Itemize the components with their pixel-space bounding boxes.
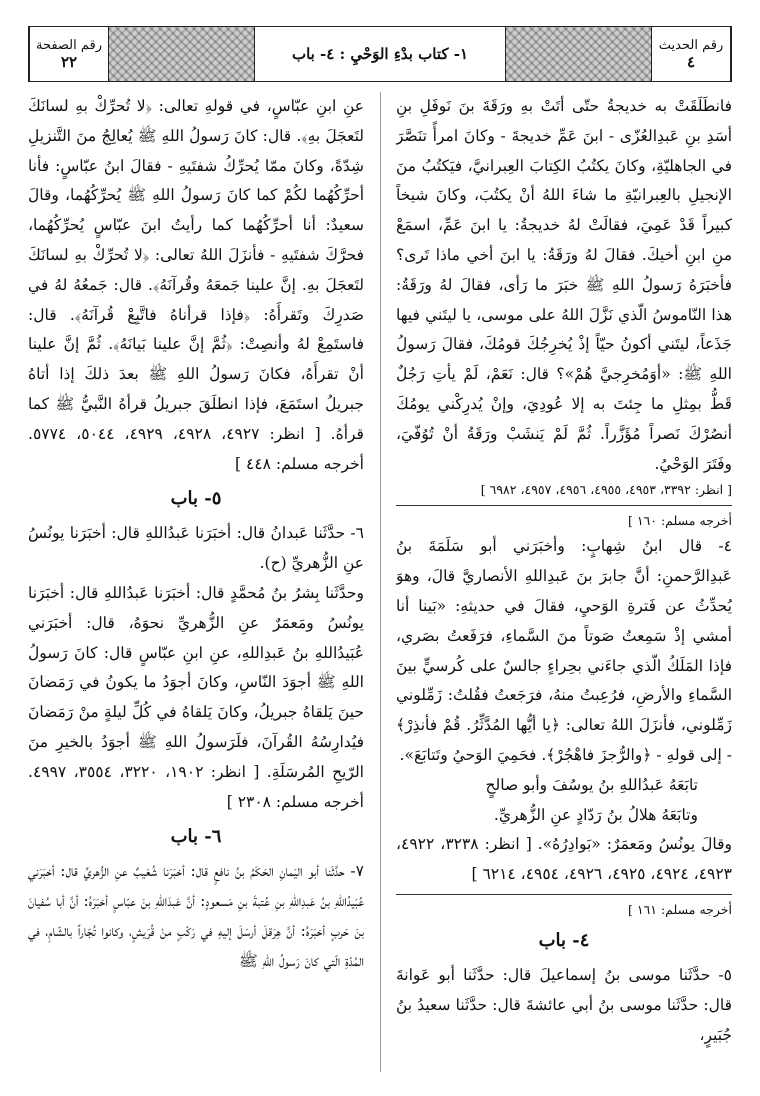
book-chapter-title: ١- كتاب بدْءِ الوَحْيِ : ٤- باب [254, 27, 506, 81]
muslim-reference: أخرجه مسلم: ١٦٠ ] [627, 513, 732, 529]
chapter-heading: ٦- باب [170, 826, 222, 848]
hadith-4-text: ٤- قال ابنُ شِهابٍ: وأخبَرَني أبو سَلَمَةَ بنُ عَبدِالرَّحمنِ: أنَّ جابرَ بنَ عَبدِاللهِ الأنصاريَّ قالَ، وهوَ يُحدِّثُ عن فَترةِ الوَحيِ، فقالَ في حديثهِ: «بَينا أنا أمشي إذْ سَمِعتُ صَوتاً منَ السَّماءِ، فرَفَعتُ بصَري، فإذا المَلَكُ الّذي جاءَني بحِراءٍ جالسٌ على كُرسيٍّ بينَ السَّماءِ والأرضِ، فرُعِبتُ منهُ، فرَجَعتُ فقُلتُ: زَمِّلوني زَمِّلوني، فأنزَلَ اللهُ تعالى: ﴿يا أيُّها المُدَّثِّرُ. قُمْ فأنذِرْ﴾ - إلى قولهِ - ﴿والرُّجزَ فاهْجُرْ﴾. فحَمِيَ الوَحيُ وتَتابَعَ». [396, 537, 732, 764]
chapter-heading: ٤- باب [538, 929, 590, 951]
hadith-number: ٤ [686, 53, 696, 71]
hadith-6-text: ٦- حدَّثَنا عَبدانُ قال: أخبَرَنا عَبدُاللهِ قال: أخبَرَنا يونُسُ عنِ الزُّهريِّ (ح). [28, 524, 364, 573]
header-ornament [109, 27, 254, 81]
hadith-5-continuation: عنِ ابنِ عبّاسٍ، في قولهِ تعالى: ﴿لا تُحرِّكْ بهِ لسانَكَ لتَعجَلَ بهِ﴾. قال: كانَ رَسولُ اللهِ ﷺ يُعالِجُ منَ التَّنزيلِ شِدّةً، وكانَ ممّا يُحرِّكُ شفتَيهِ - فقالَ ابنُ عبّاسٍ: فأنا أحرِّكُهُما لكُمْ كما كانَ رَسولُ اللهِ ﷺ يُحرِّكُهُما، وقالَ سعيدٌ: أنا أحرِّكُهُما كما رأيتُ ابنَ عبّاسٍ يُحرِّكُهُما، فحرَّكَ شفتَيهِ - فأنزَلَ اللهُ تعالى: ﴿لا تُحرِّكْ بهِ لسانَكَ لتَعجَلَ بهِ. إنَّ علينا جَمعَهُ وقُرآنَهُ﴾. قال: جَمعُهُ لهُ في صَدرِكَ وتَقرأَهُ: ﴿فإذا قرأناهُ فاتَّبِعْ قُرآنَهُ﴾. قال: فاستَمِعْ لهُ وأنصِتْ: ﴿ثُمَّ إنَّ علينا بَيانَهُ﴾. ثُمَّ إنَّ علينا أنْ تقرأَهُ، فكانَ رَسولُ اللهِ ﷺ بعدَ ذلكَ إذا أتاهُ جبريلُ استَمَعَ، فإذا انطلَقَ جبريلُ قرأهُ النَّبيُّ ﷺ كما قرأهُ. [ انظر: ٤٩٢٧، ٤٩٢٨، ٤٩٢٩، ٥٠٤٤، ٥٧٧٤. أخرجه مسلم: ٤٤٨ ] [28, 97, 364, 473]
mutabaah-line: تابَعَهُ عَبدُاللهِ بنُ يوسُفَ وأبو صالحٍ [485, 775, 698, 794]
column-divider [380, 92, 381, 1072]
page-number-label: رقم الصفحة [35, 38, 103, 53]
hadith-number-label: رقم الحديث [658, 38, 724, 53]
right-column [396, 92, 732, 1072]
page-header [28, 26, 732, 82]
narration-note: وقالَ يونُسُ ومَعمَرٌ: «بَوادِرُهُ». [ انظر: ٣٢٣٨، ٤٩٢٢، ٤٩٢٣، ٤٩٢٤، ٤٩٢٥، ٤٩٢٦، ٤٩٥٤، ٦٢١٤ ] [396, 835, 732, 884]
hadith-6-second-chain: وحدَّثَنا بِشرُ بنُ مُحمَّدٍ قال: أخبَرَنا عَبدُاللهِ قال: أخبَرَنا يونُسُ ومَعمَرٌ عنِ الزُّهريِّ نحوَهُ، قال: أخبَرَني عُبَيدُاللهِ بنُ عَبدِاللهِ، عنِ ابنِ عبّاسٍ قال: كانَ رَسولُ اللهِ ﷺ أجوَدَ النّاسِ، وكانَ أجوَدُ ما يكونُ في رَمَضانَ حينَ يَلقاهُ جبريلُ، وكانَ يَلقاهُ في كُلِّ ليلةٍ منْ رَمَضانَ فيُدارِسُهُ القُرآنَ، فلَرَسولُ اللهِ ﷺ أجوَدُ بالخيرِ منَ الرّيحِ المُرسَلَةِ. [ انظر: ١٩٠٢، ٣٢٢٠، ٣٥٥٤، ٤٩٩٧. أخرجه مسلم: ٢٣٠٨ ] [28, 583, 364, 811]
page-number-box [29, 27, 109, 81]
chapter-heading: ٥- باب [170, 488, 222, 510]
hadith-3-text: فانطَلَقَتْ به خديجةُ حتّى أتَتْ بهِ ورَقَةَ بنَ نَوفَلِ بنِ أسَدِ بنِ عَبدِالعُزّى - ابنَ عَمِّ خديجةَ - وكانَ امرأً تنَصَّرَ في الجاهليّةِ، وكانَ يكتُبُ الكِتابَ العِبرانيَّ، فيَكتُبُ منَ الإنجيلِ بالعِبرانيّةِ ما شاءَ اللهُ أنْ يكتُبَ، وكانَ شيخاً كبيراً قَدْ عَمِيَ، فقالَتْ لهُ خديجةُ: يا ابنَ عَمِّ، اسمَعْ منِ ابنِ أخيكَ. فقالَ لهُ ورَقَةُ: يا ابنَ أخي ماذا تَرى؟ فأخبَرَهُ رَسولُ اللهِ ﷺ خبَرَ ما رَأى، فقالَ لهُ ورَقَةُ: هذا النّاموسُ الّذي نَزَّلَ اللهُ على موسى، يا ليتَني فيها جَذَعاً، ليتَني أكونُ حيّاً إذْ يُخرِجُكَ قومُكَ، فقالَ رَسولُ اللهِ ﷺ: «أوَمُخرِجيَّ هُمْ»؟ قال: نَعَمْ، لَمْ يأتِ رَجُلٌ قَطُّ بمِثلِ ما جِئتَ به إلا عُودِيَ، وإنْ يُدرِكْني يومُكَ أنصُرْكَ نَصراً مُؤَزَّراً. ثُمَّ لَمْ يَنشَبْ ورَقَةُ أنْ تُوُفّيَ، وفَتَرَ الوَحْيُ. [396, 97, 732, 473]
hadith-5-text: ٥- حدَّثَنا موسى بنُ إسماعيلَ قال: حدَّثَنا أبو عَوانةَ قال: حدَّثَنا موسى بنُ أبي عائشةَ قال: حدَّثَنا سعيدُ بنُ جُبَيرٍ، [396, 965, 732, 1044]
hadith-7-text: ٧- حدَّثَنا أبو اليَمانِ الحَكَمُ بنُ نافعٍ قال: أخبَرَنا شُعَيبٌ عنِ الزُّهريِّ قال: أخبَرَني عُبَيدُاللهِ بنُ عَبدِاللهِ بنِ عُتبةَ بنِ مَسعودٍ: أنَّ عَبدَاللهِ بنَ عبّاسٍ أخبَرَهُ: أنَّ أبا سُفيانَ بنَ حَربٍ أخبَرَهُ: أنَّ هِرَقلَ أرسَلَ إليهِ في رَكْبٍ منْ قُرَيشٍ، وكانوا تُجّاراً بالشّامِ، في المُدّةِ الّتي كانَ رَسولُ اللهِ ﷺ [28, 862, 364, 970]
header-ornament [506, 27, 651, 81]
page-number: ٢٢ [60, 53, 78, 71]
cross-reference: [ انظر: ٣٣٩٢، ٤٩٥٣، ٤٩٥٥، ٤٩٥٦، ٤٩٥٧، ٦٩٨٢ ] [480, 482, 732, 498]
left-column [28, 92, 364, 1072]
muslim-reference: أخرجه مسلم: ١٦١ ] [627, 901, 732, 917]
divider [396, 894, 732, 895]
hadith-number-box [651, 27, 731, 81]
mutabaah-line: وتابَعَهُ هلالُ بنُ رَدّادٍ عنِ الزُّهريِّ. [493, 805, 698, 824]
divider [396, 505, 732, 506]
